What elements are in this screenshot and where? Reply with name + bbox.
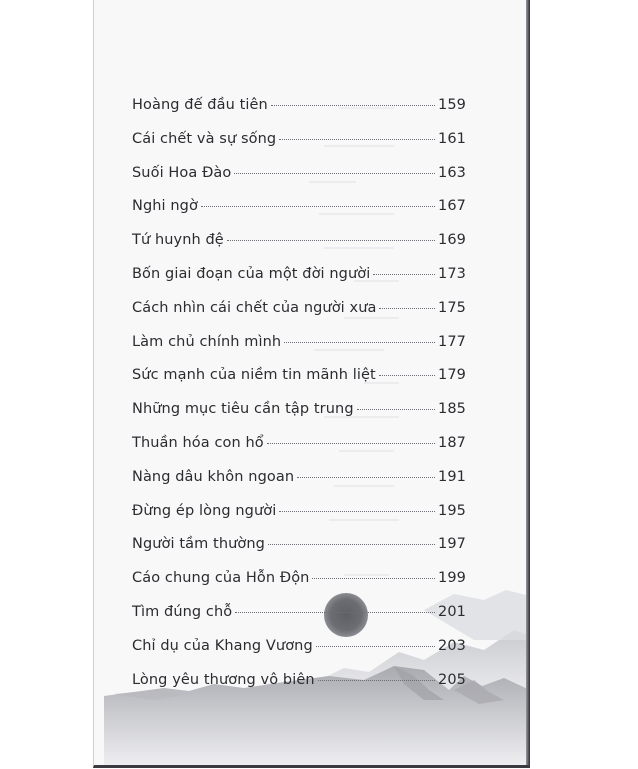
toc-entry-title: Sức mạnh của niềm tin mãnh liệt — [132, 367, 376, 384]
toc-entry-page-number: 195 — [438, 502, 466, 519]
toc-dot-leader — [235, 612, 435, 613]
toc-entry-title: Đừng ép lòng người — [132, 502, 277, 519]
toc-dot-leader — [316, 646, 435, 647]
toc-entry-page-number: 203 — [438, 637, 466, 654]
toc-entry-page-number: 161 — [438, 130, 466, 147]
toc-entry — [132, 536, 466, 570]
toc-dot-leader — [297, 477, 435, 478]
toc-entry — [132, 672, 466, 706]
toc-dot-leader — [284, 342, 435, 343]
toc-entry-title: Tứ huynh đệ — [132, 232, 224, 249]
table-of-contents — [132, 97, 466, 705]
toc-entry-page-number: 159 — [438, 97, 466, 113]
toc-dot-leader — [318, 680, 435, 681]
toc-entry-title: Nghi ngờ — [132, 198, 198, 215]
toc-entry-page-number: 173 — [438, 265, 466, 282]
toc-entry-page-number: 185 — [438, 401, 466, 418]
toc-entry — [132, 334, 466, 368]
toc-entry — [132, 300, 466, 334]
toc-entry — [132, 165, 466, 199]
toc-dot-leader — [312, 578, 435, 579]
book-spine-edge — [526, 0, 530, 765]
toc-dot-leader — [279, 511, 435, 512]
toc-entry-title: Nàng dâu khôn ngoan — [132, 468, 295, 485]
toc-entry-page-number: 205 — [438, 671, 466, 688]
toc-entry — [132, 97, 466, 131]
toc-entry-title: Cách nhìn cái chết của người xưa — [132, 299, 377, 316]
toc-dot-leader — [268, 544, 435, 545]
toc-entry-title: Cái chết và sự sống — [132, 130, 277, 147]
toc-entry-page-number: 191 — [438, 468, 466, 485]
toc-entry-title: Người tầm thường — [132, 536, 265, 553]
toc-entry — [132, 266, 466, 300]
toc-dot-leader — [227, 240, 435, 241]
toc-entry-page-number: 177 — [438, 333, 466, 350]
toc-entry-title: Làm chủ chính mình — [132, 333, 282, 350]
toc-entry-title: Thuần hóa con hổ — [132, 434, 264, 451]
toc-entry — [132, 401, 466, 435]
toc-entry-page-number: 179 — [438, 367, 466, 384]
toc-entry-title: Chỉ dụ của Khang Vương — [132, 637, 313, 654]
toc-entry-title: Hoàng đế đầu tiên — [132, 97, 268, 113]
toc-entry — [132, 604, 466, 638]
toc-entry — [132, 232, 466, 266]
toc-entry-title: Lòng yêu thương vô biên — [132, 671, 315, 688]
toc-entry-title: Bốn giai đoạn của một đời người — [132, 265, 371, 282]
toc-entry — [132, 469, 466, 503]
toc-entry-page-number: 199 — [438, 570, 466, 587]
toc-entry — [132, 367, 466, 401]
toc-entry-page-number: 169 — [438, 232, 466, 249]
toc-dot-leader — [379, 375, 435, 376]
toc-entry-page-number: 187 — [438, 434, 466, 451]
toc-dot-leader — [201, 206, 435, 207]
toc-entry-title: Cáo chung của Hỗn Độn — [132, 570, 310, 587]
toc-entry-title: Suối Hoa Đào — [132, 164, 232, 181]
book-page — [93, 0, 530, 768]
toc-entry-page-number: 175 — [438, 299, 466, 316]
toc-dot-leader — [234, 173, 435, 174]
toc-entry — [132, 435, 466, 469]
toc-dot-leader — [279, 139, 435, 140]
toc-entry — [132, 570, 466, 604]
toc-entry-page-number: 197 — [438, 536, 466, 553]
toc-dot-leader — [271, 105, 435, 106]
toc-dot-leader — [379, 308, 435, 309]
toc-entry-title: Tìm đúng chỗ — [132, 603, 233, 620]
toc-dot-leader — [267, 443, 435, 444]
toc-entry-page-number: 201 — [438, 603, 466, 620]
toc-dot-leader — [357, 409, 435, 410]
toc-entry-title: Những mục tiêu cần tập trung — [132, 401, 354, 418]
toc-entry — [132, 503, 466, 537]
toc-entry — [132, 198, 466, 232]
toc-entry — [132, 131, 466, 165]
toc-dot-leader — [373, 274, 435, 275]
toc-entry-page-number: 163 — [438, 164, 466, 181]
toc-entry-page-number: 167 — [438, 198, 466, 215]
toc-entry — [132, 638, 466, 672]
